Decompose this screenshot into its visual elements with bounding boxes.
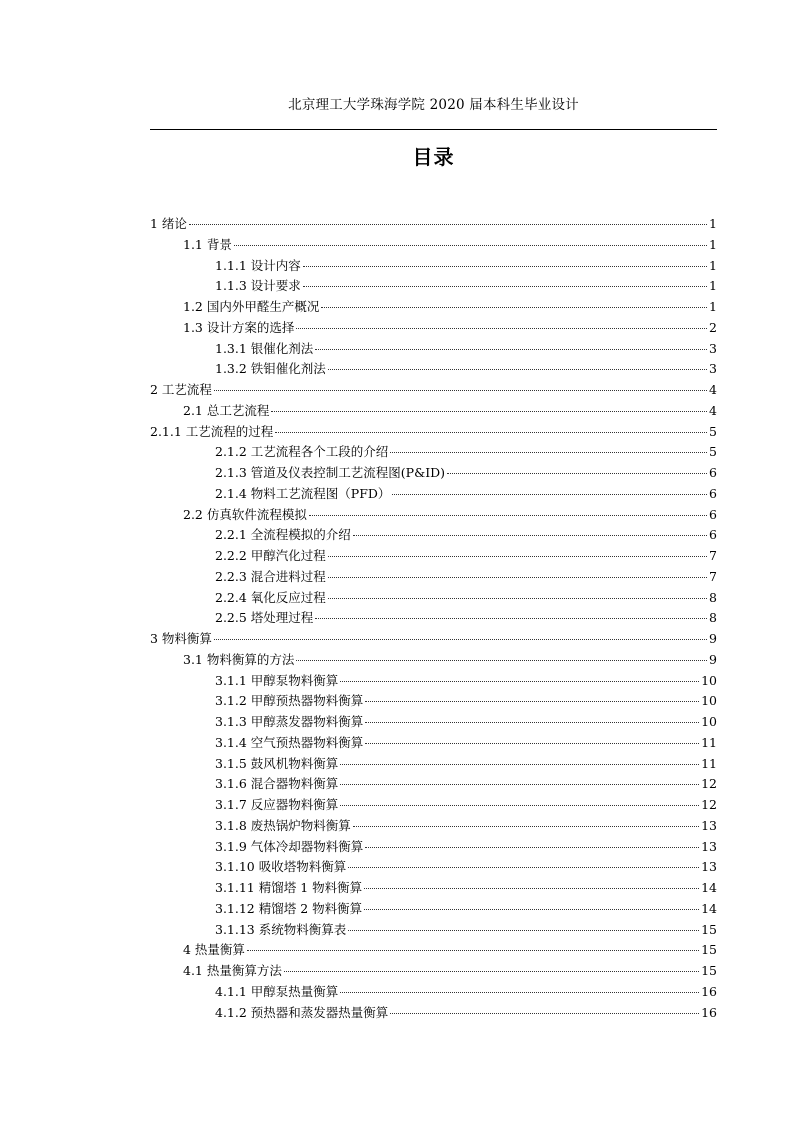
toc-dot-leader (365, 701, 699, 702)
toc-page-number: 4 (709, 402, 717, 418)
toc-entry-title: 4.1.2 预热器和蒸发器热量衡算 (215, 1004, 389, 1020)
toc-page-number: 13 (701, 859, 717, 875)
toc-entry[interactable] (150, 442, 717, 463)
toc-entry[interactable] (150, 588, 717, 609)
toc-page-number: 6 (709, 485, 717, 501)
toc-dot-leader (365, 743, 699, 744)
toc-dot-leader (328, 369, 707, 370)
toc-entry-title: 4 热量衡算 (183, 942, 245, 958)
toc-entry-title: 1.1 背景 (183, 236, 232, 252)
toc-dot-leader (365, 847, 699, 848)
toc-entry-title: 3.1.4 空气预热器物料衡算 (215, 734, 364, 750)
toc-entry[interactable] (150, 671, 717, 692)
toc-entry-title: 2.2.2 甲醇汽化过程 (215, 548, 326, 563)
toc-page-number: 11 (701, 755, 717, 771)
toc-entry[interactable] (150, 878, 717, 899)
toc-entry-title: 2 工艺流程 (150, 382, 212, 397)
toc-entry[interactable] (150, 297, 717, 318)
toc-entry[interactable] (150, 276, 717, 297)
toc-entry[interactable] (150, 816, 717, 837)
toc-entry[interactable] (150, 359, 717, 380)
toc-page-number: 5 (709, 423, 717, 439)
toc-entry-title: 4.1.1 甲醇泵热量衡算 (215, 983, 339, 999)
toc-dot-leader (392, 494, 707, 495)
toc-dot-leader (303, 266, 707, 267)
toc-dot-leader (447, 473, 707, 474)
toc-page-number: 7 (709, 568, 717, 584)
toc-page-number: 7 (709, 548, 717, 563)
toc-dot-leader (328, 577, 707, 578)
toc-entry[interactable] (150, 318, 717, 339)
toc-page-number: 3 (709, 340, 717, 356)
toc-dot-leader (271, 411, 707, 412)
toc-dot-leader (328, 598, 707, 599)
toc-entry[interactable] (150, 422, 717, 443)
toc-entry[interactable] (150, 691, 717, 712)
toc-entry[interactable] (150, 712, 717, 733)
toc-entry-title: 2.1.4 物料工艺流程图（PFD） (215, 485, 391, 501)
toc-page-number: 12 (701, 797, 717, 812)
toc-entry-title: 2.1.1 工艺流程的过程 (150, 423, 274, 439)
toc-page-number: 9 (709, 631, 717, 646)
toc-page-number: 3 (709, 361, 717, 377)
toc-dot-leader (296, 660, 707, 661)
toc-dot-leader (247, 950, 699, 951)
toc-entry-title: 3.1 物料衡算的方法 (183, 651, 295, 667)
toc-page-number: 11 (701, 734, 717, 750)
toc-page-number: 4 (709, 382, 717, 397)
toc-entry-title: 1.1.3 设计要求 (215, 278, 301, 294)
toc-dot-leader (353, 535, 707, 536)
toc-entry[interactable] (150, 256, 717, 277)
toc-dot-leader (353, 826, 699, 827)
toc-entry-title: 3.1.1 甲醇泵物料衡算 (215, 672, 339, 688)
toc-page-number: 14 (701, 900, 717, 916)
toc-page-number: 1 (709, 236, 717, 252)
toc-entry-title: 3.1.3 甲醇蒸发器物料衡算 (215, 714, 364, 729)
toc-entry-title: 3.1.8 废热锅炉物料衡算 (215, 817, 351, 833)
toc-dot-leader (309, 515, 707, 516)
toc-entry-title: 1.2 国内外甲醛生产概况 (183, 299, 320, 314)
toc-dot-leader (340, 681, 699, 682)
toc-page-number: 5 (709, 444, 717, 460)
toc-dot-leader (303, 286, 707, 287)
toc-dot-leader (214, 390, 707, 391)
toc-entry[interactable] (150, 650, 717, 671)
toc-dot-leader (340, 764, 699, 765)
toc-dot-leader (365, 722, 699, 723)
toc-entry[interactable] (150, 733, 717, 754)
toc-entry[interactable] (150, 857, 717, 878)
toc-page-number: 10 (701, 714, 717, 729)
toc-page-number: 13 (701, 817, 717, 833)
toc-entry[interactable] (150, 505, 717, 526)
toc-entry[interactable] (150, 463, 717, 484)
toc-entry-title: 1 绪论 (150, 216, 187, 231)
toc-entry[interactable] (150, 525, 717, 546)
toc-dot-leader (321, 307, 707, 308)
toc-page-number: 10 (701, 693, 717, 709)
toc-entry[interactable] (150, 235, 717, 256)
toc-page-number: 8 (709, 610, 717, 626)
toc-dot-leader (328, 556, 707, 557)
toc-entry[interactable] (150, 774, 717, 795)
toc-entry-title: 4.1 热量衡算方法 (183, 963, 282, 978)
toc-dot-leader (315, 349, 707, 350)
toc-entry-title: 3.1.13 系统物料衡算表 (215, 921, 347, 937)
toc-entry-title: 3.1.5 鼓风机物料衡算 (215, 755, 339, 771)
toc-entry-title: 3.1.12 精馏塔 2 物料衡算 (215, 900, 363, 916)
toc-entry-title: 2.2.3 混合进料过程 (215, 568, 326, 584)
toc-dot-leader (189, 224, 707, 225)
toc-page-number: 10 (701, 672, 717, 688)
toc-page-number: 16 (701, 983, 717, 999)
toc-entry-title: 2.2 仿真软件流程模拟 (183, 506, 307, 522)
toc-dot-leader (390, 1013, 699, 1014)
toc-dot-leader (364, 888, 699, 889)
toc-entry-title: 1.1.1 设计内容 (215, 257, 301, 273)
toc-entry-title: 3.1.10 吸收塔物料衡算 (215, 859, 347, 875)
toc-page-number: 1 (709, 278, 717, 294)
toc-entry[interactable] (150, 961, 717, 982)
toc-page-number: 1 (709, 257, 717, 273)
toc-entry[interactable] (150, 1003, 717, 1024)
toc-entry[interactable] (150, 982, 717, 1003)
page-title: 目录 (412, 145, 455, 169)
toc-entry[interactable] (150, 940, 717, 961)
toc-dot-leader (340, 784, 699, 785)
toc-entry[interactable] (150, 567, 717, 588)
toc-entry-title: 1.3.2 铁钼催化剂法 (215, 361, 326, 377)
toc-page-number: 16 (701, 1004, 717, 1020)
toc-entry[interactable] (150, 380, 717, 401)
toc-entry-title: 3.1.7 反应器物料衡算 (215, 797, 339, 812)
toc-dot-leader (234, 245, 707, 246)
toc-entry[interactable] (150, 339, 717, 360)
toc-entry-title: 1.3.1 银催化剂法 (215, 340, 314, 356)
toc-page-number: 1 (709, 216, 717, 231)
toc-page-number: 15 (701, 942, 717, 958)
toc-entry[interactable] (150, 214, 717, 235)
toc-entry[interactable] (150, 546, 717, 567)
toc-page-number: 13 (701, 838, 717, 854)
toc-entry-title: 3.1.2 甲醇预热器物料衡算 (215, 693, 364, 709)
toc-entry[interactable] (150, 484, 717, 505)
toc-entry-title: 3.1.11 精馏塔 1 物料衡算 (215, 880, 363, 895)
toc-dot-leader (275, 432, 707, 433)
toc-page-number: 2 (709, 319, 717, 335)
toc-page-number: 14 (701, 880, 717, 895)
header-divider (150, 129, 717, 130)
toc-dot-leader (214, 639, 707, 640)
toc-dot-leader (348, 867, 699, 868)
toc-page-number: 1 (709, 299, 717, 314)
toc-page-number: 8 (709, 589, 717, 605)
toc-entry-title: 3 物料衡算 (150, 631, 212, 646)
toc-entry-title: 2.2.5 塔处理过程 (215, 610, 314, 626)
toc-page-number: 9 (709, 651, 717, 667)
page-header: 北京理工大学珠海学院 2020 届本科生毕业设计 (288, 97, 579, 113)
toc-dot-leader (340, 805, 699, 806)
toc-page-number: 6 (709, 465, 717, 480)
toc-page-number: 15 (701, 921, 717, 937)
toc-entry-title: 3.1.6 混合器物料衡算 (215, 776, 339, 792)
toc-entry-title: 2.2.4 氧化反应过程 (215, 589, 326, 605)
toc-entry[interactable] (150, 899, 717, 920)
toc-entry[interactable] (150, 754, 717, 775)
toc-entry[interactable] (150, 795, 717, 816)
toc-entry[interactable] (150, 920, 717, 941)
toc-entry[interactable] (150, 629, 717, 650)
toc-dot-leader (284, 971, 699, 972)
toc-dot-leader (348, 930, 699, 931)
toc-entry[interactable] (150, 401, 717, 422)
toc-page-number: 15 (701, 963, 717, 978)
toc-page-number: 6 (709, 506, 717, 522)
toc-entry[interactable] (150, 608, 717, 629)
toc-dot-leader (364, 909, 699, 910)
toc-entry-title: 2.1.2 工艺流程各个工段的介绍 (215, 444, 389, 460)
toc-entry-title: 2.2.1 全流程模拟的介绍 (215, 527, 351, 543)
toc-page-number: 6 (709, 527, 717, 543)
toc-dot-leader (296, 328, 707, 329)
toc-entry-title: 2.1.3 管道及仪表控制工艺流程图(P&ID) (215, 465, 446, 480)
toc-entry-title: 1.3 设计方案的选择 (183, 319, 295, 335)
toc-page-number: 12 (701, 776, 717, 792)
toc-entry-title: 2.1 总工艺流程 (183, 402, 270, 418)
toc-entry-title: 3.1.9 气体冷却器物料衡算 (215, 838, 364, 854)
toc-dot-leader (340, 992, 699, 993)
toc-entry[interactable] (150, 837, 717, 858)
toc-dot-leader (390, 452, 707, 453)
table-of-contents (150, 214, 717, 1023)
toc-dot-leader (315, 618, 707, 619)
